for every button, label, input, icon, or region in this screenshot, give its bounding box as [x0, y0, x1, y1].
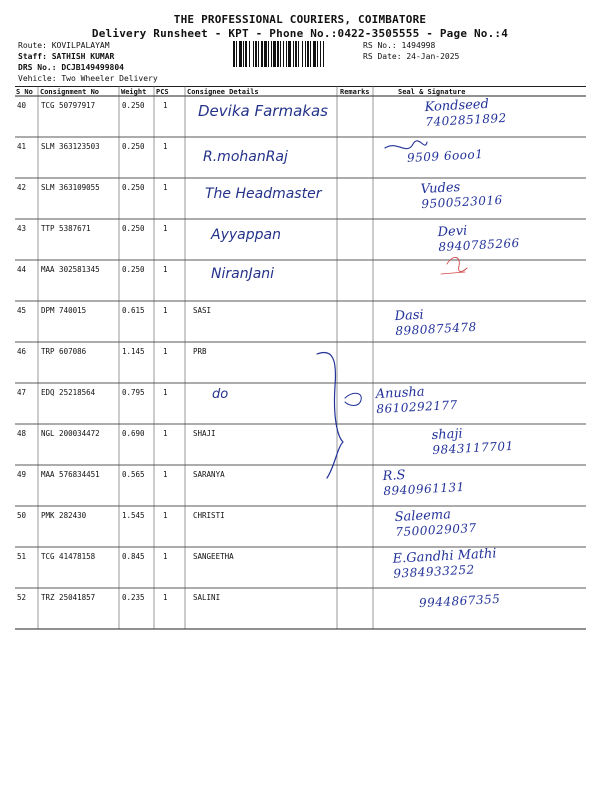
barcode-bar [277, 41, 279, 67]
sno-cell: 52 [17, 593, 27, 602]
signature-name: Saleema [394, 507, 452, 526]
pcs-cell: 1 [163, 470, 168, 479]
weight-cell: 0.250 [122, 183, 145, 192]
barcode-bar [313, 41, 316, 67]
rs-no-label: RS No.: [363, 41, 397, 50]
barcode-bar [320, 41, 321, 67]
consignment-no-cell: TRP 607086 [41, 347, 87, 356]
signature-name: R.S [382, 467, 406, 485]
table-row [15, 506, 586, 547]
signature-name: Vudes [420, 180, 461, 198]
signature-phone: 9843117701 [432, 438, 515, 458]
signature-name: shaji [431, 426, 464, 444]
consignee-printed-cell: SASI [193, 306, 212, 315]
consignee-handwritten: NiranJani [211, 266, 275, 282]
consignee-handwritten: do [212, 387, 229, 402]
barcode-bar [261, 41, 263, 67]
consignment-no-cell: MAA 576834451 [41, 470, 100, 479]
drs-label: DRS No.: [18, 63, 57, 72]
signature-name: E.Gandhi Mathi [392, 546, 497, 567]
weight-cell: 0.250 [122, 101, 145, 110]
col-header-consignment: Consignment No [40, 88, 100, 96]
runsheet-subtitle: Delivery Runsheet - KPT - Phone No.:0422-3505555 - Page No.:4 [91, 27, 509, 40]
barcode-bar [243, 41, 244, 67]
consignment-no-cell: MAA 302581345 [41, 265, 100, 274]
signature-block [407, 147, 484, 165]
pcs-cell: 1 [163, 347, 168, 356]
weight-cell: 0.615 [122, 306, 145, 315]
barcode-bar [305, 41, 306, 67]
signature-name: Kondseed [424, 96, 490, 116]
weight-cell: 0.795 [122, 388, 145, 397]
signature-block [394, 506, 477, 539]
consignee-printed-cell: PRB [193, 347, 207, 356]
sno-cell: 51 [17, 552, 27, 561]
signature-block [382, 465, 465, 498]
barcode-bar [317, 41, 318, 67]
barcode-bar [323, 41, 324, 67]
weight-cell: 0.235 [122, 593, 145, 602]
signature-block [431, 424, 514, 457]
consignee-printed-cell: SALINI [193, 593, 221, 602]
table-row [15, 588, 586, 629]
consignment-no-cell: TCG 41478158 [41, 552, 96, 561]
signature-name: Anusha [375, 384, 425, 403]
barcode-bar [236, 41, 237, 67]
table-row [15, 219, 586, 260]
consignment-no-cell: NGL 200034472 [41, 429, 100, 438]
sno-cell: 44 [17, 265, 27, 274]
weight-cell: 1.145 [122, 347, 145, 356]
sno-cell: 42 [17, 183, 27, 192]
col-header-consignee: Consignee Details [187, 88, 259, 96]
weight-cell: 0.565 [122, 470, 145, 479]
table-row [15, 465, 586, 506]
signature-phone: 8610292177 [376, 397, 459, 417]
barcode-bar [280, 41, 281, 67]
barcode-bar [298, 41, 299, 67]
signature-block [424, 96, 507, 129]
col-header-pcs: PCS [156, 88, 169, 96]
barcode-bar [307, 41, 309, 67]
pcs-cell: 1 [163, 388, 168, 397]
weight-cell: 0.250 [122, 265, 145, 274]
pcs-cell: 1 [163, 429, 168, 438]
signature-phone: 9384933252 [393, 562, 476, 581]
consignee-handwritten: The Headmaster [205, 186, 322, 202]
consignment-no-cell: DPM 740015 [41, 306, 87, 315]
pcs-cell: 1 [163, 552, 168, 561]
pcs-cell: 1 [163, 142, 168, 151]
signature-block [392, 546, 497, 580]
sno-cell: 40 [17, 101, 27, 110]
barcode-bar [273, 41, 276, 67]
signature-name: Devi [437, 223, 468, 241]
sno-cell: 41 [17, 142, 27, 151]
table-row [15, 383, 586, 424]
consignee-handwritten: Devika Farmakas [198, 102, 328, 120]
barcode-bar [233, 41, 235, 67]
consignment-no-cell: TTP 5387671 [41, 224, 91, 233]
barcode-bar [286, 41, 287, 67]
barcode-bar [268, 41, 269, 67]
consignee-handwritten: Ayyappan [211, 227, 281, 243]
pcs-cell: 1 [163, 593, 168, 602]
sno-cell: 46 [17, 347, 27, 356]
table-row [15, 424, 586, 465]
consignment-no-cell: SLM 363123503 [41, 142, 100, 151]
col-header-sno: S No [16, 88, 33, 96]
table-row [15, 301, 586, 342]
signature-phone: 8940961131 [383, 479, 466, 499]
rs-date-line [363, 52, 459, 61]
barcode-bar [288, 41, 291, 67]
page-title: THE PROFESSIONAL COURIERS, COIMBATORE [173, 13, 427, 26]
pcs-cell: 1 [163, 101, 168, 110]
table-row [15, 547, 586, 588]
rs-date-value: 24-Jan-2025 [406, 52, 460, 61]
consignee-handwritten: R.mohanRaj [203, 149, 288, 165]
sno-cell: 45 [17, 306, 27, 315]
barcode-bar [253, 41, 254, 67]
col-header-weight: Weight [121, 88, 147, 96]
barcode-bar [295, 41, 297, 67]
consignee-printed-cell: SARANYA [193, 470, 225, 479]
barcode [232, 41, 354, 67]
vehicle-value: Two Wheeler Delivery [61, 74, 158, 83]
barcode-bar [310, 41, 311, 67]
table-row [15, 342, 586, 383]
route-label: Route: [18, 41, 47, 50]
col-header-remarks: Remarks [340, 88, 370, 96]
barcode-bar [302, 41, 303, 67]
sno-cell: 50 [17, 511, 27, 520]
pcs-cell: 1 [163, 224, 168, 233]
pcs-cell: 1 [163, 306, 168, 315]
consignee-printed-cell: SANGEETHA [193, 552, 234, 561]
barcode-bar [264, 41, 267, 67]
sno-cell: 43 [17, 224, 27, 233]
staff-line [18, 52, 114, 61]
consignment-no-cell: EDQ 25218564 [41, 388, 96, 397]
signature-block [419, 592, 501, 610]
consignment-no-cell: PMK 282430 [41, 511, 87, 520]
pcs-cell: 1 [163, 511, 168, 520]
route-value: KOVILPALAYAM [51, 41, 110, 50]
table-row [15, 260, 586, 301]
barcode-bar [245, 41, 247, 67]
signature-phone: 9500523016 [421, 192, 504, 212]
table-row [15, 137, 586, 178]
signature-name: Dasi [394, 307, 425, 325]
barcode-bar [283, 41, 284, 67]
rs-date-label: RS Date: [363, 52, 402, 61]
table-row [15, 178, 586, 219]
weight-cell: 0.250 [122, 224, 145, 233]
barcode-bar [239, 41, 242, 67]
staff-label: Staff: [18, 52, 47, 61]
signature-phone: 9509 6ooo1 [406, 147, 484, 165]
table-row [15, 96, 586, 137]
consignee-printed-cell: CHRISTI [193, 511, 225, 520]
pcs-cell: 1 [163, 265, 168, 274]
staff-value: SATHISH KUMAR [51, 52, 115, 61]
signature-phone: 8980875478 [395, 319, 478, 339]
consignment-no-cell: SLM 363109055 [41, 183, 100, 192]
col-header-signature: Seal & Signature [398, 88, 466, 96]
consignment-no-cell: TRZ 25041857 [41, 593, 96, 602]
rs-no-line [363, 41, 435, 50]
consignment-no-cell: TCG 50797917 [41, 101, 96, 110]
barcode-bar [258, 41, 259, 67]
consignee-printed-cell: SHAJI [193, 429, 216, 438]
signature-phone: 8940785266 [438, 235, 521, 255]
barcode-bar [271, 41, 272, 67]
signature-block [437, 221, 520, 254]
pcs-cell: 1 [163, 183, 168, 192]
barcode-bar [293, 41, 294, 67]
weight-cell: 0.845 [122, 552, 145, 561]
signature-block [394, 305, 477, 338]
barcode-bar [255, 41, 257, 67]
route-line [18, 41, 110, 50]
sno-cell: 47 [17, 388, 27, 397]
vehicle-line [18, 74, 158, 83]
sno-cell: 49 [17, 470, 27, 479]
rs-no-value: 1494998 [401, 41, 436, 50]
weight-cell: 1.545 [122, 511, 145, 520]
signature-block [420, 178, 503, 211]
weight-cell: 0.690 [122, 429, 145, 438]
signature-block [375, 383, 458, 416]
weight-cell: 0.250 [122, 142, 145, 151]
sno-cell: 48 [17, 429, 27, 438]
signature-phone: 7500029037 [395, 520, 478, 540]
barcode-bar [249, 41, 250, 67]
signature-phone: 7402851892 [425, 110, 508, 130]
drs-value: DCJB149499804 [61, 63, 124, 72]
vehicle-label: Vehicle: [18, 74, 57, 83]
signature-phone: 9944867355 [418, 591, 501, 611]
drs-line [18, 63, 124, 72]
